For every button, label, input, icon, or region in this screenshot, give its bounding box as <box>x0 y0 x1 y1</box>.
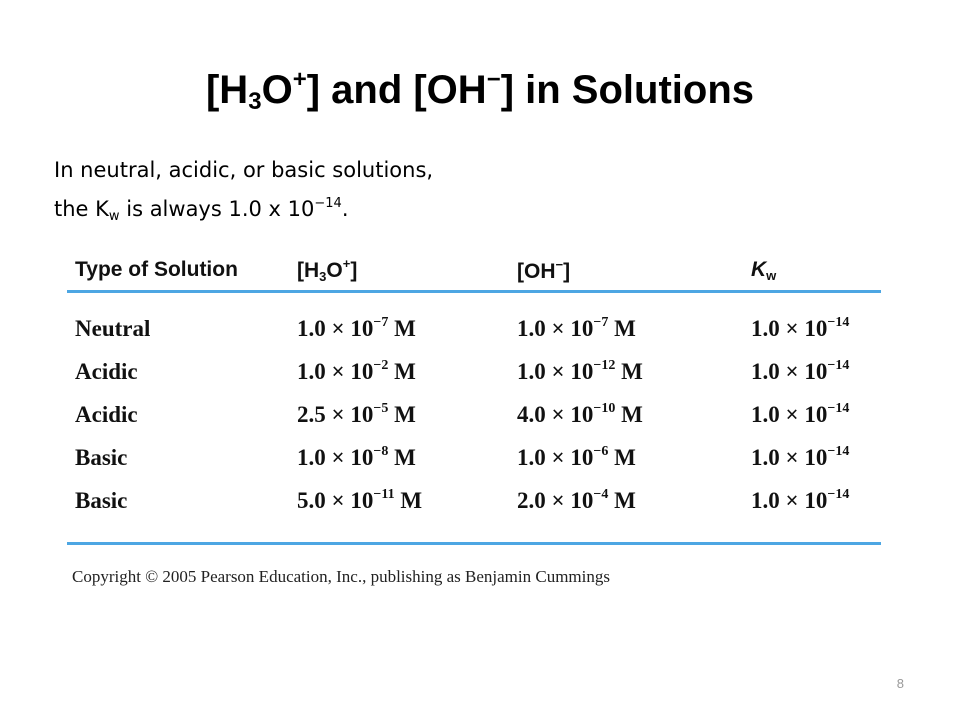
table-row <box>67 307 881 350</box>
cell-kw: $1.0 \times 10^{-14}$ <box>751 444 850 470</box>
table-header <box>67 250 881 290</box>
cell-kw: $1.0 \times 10^{-14}$ <box>751 315 850 341</box>
intro-line-1: In neutral, acidic, or basic solutions, <box>54 158 434 182</box>
page-number: 8 <box>896 676 904 691</box>
cell-oh: $1.0 \times 10^{-12}$ M <box>517 358 643 384</box>
cell-h3o: $2.5 \times 10^{-5}$ M <box>297 401 416 427</box>
cell-oh: $1.0 \times 10^{-6}$ M <box>517 444 636 470</box>
cell-kw: $1.0 \times 10^{-14}$ <box>751 487 850 513</box>
cell-h3o: $1.0 \times 10^{-7}$ M <box>297 315 416 341</box>
cell-type: Basic <box>75 444 128 470</box>
header-oh: [OH−] <box>517 256 571 283</box>
bottom-rule <box>67 542 881 545</box>
table-row <box>67 350 881 393</box>
cell-h3o: $5.0 \times 10^{-11}$ M <box>297 487 423 513</box>
table-row <box>67 393 881 436</box>
cell-h3o: $1.0 \times 10^{-8}$ M <box>297 444 416 470</box>
cell-type: Acidic <box>75 358 138 384</box>
slide-title: $[H_3O^+]$ and [OH−] in Solutions <box>205 66 755 115</box>
header-h3o: $[H_3O^+]$ <box>297 256 358 284</box>
cell-h3o: $1.0 \times 10^{-2}$ M <box>297 358 416 384</box>
cell-kw: $1.0 \times 10^{-14}$ <box>751 358 850 384</box>
cell-type: Neutral <box>75 315 151 341</box>
cell-oh: $2.0 \times 10^{-4}$ M <box>517 487 636 513</box>
intro-line-2: the $K_w$ is always 1.0 x $10^{-14}$. <box>54 196 349 224</box>
table-row <box>67 436 881 479</box>
table-row <box>67 479 881 522</box>
cell-type: Acidic <box>75 401 138 427</box>
cell-kw: $1.0 \times 10^{-14}$ <box>751 401 850 427</box>
intro-text <box>54 153 654 234</box>
copyright-text: Copyright © 2005 Pearson Education, Inc., publishing as Benjamin Cummings <box>72 567 610 586</box>
cell-oh: $4.0 \times 10^{-10}$ M <box>517 401 643 427</box>
kw-table <box>67 250 881 545</box>
cell-oh: $1.0 \times 10^{-7}$ M <box>517 315 636 341</box>
header-kw: $K_w$ <box>751 257 777 283</box>
header-type: Type of Solution <box>75 258 238 281</box>
cell-type: Basic <box>75 487 128 513</box>
table-body <box>67 293 881 542</box>
